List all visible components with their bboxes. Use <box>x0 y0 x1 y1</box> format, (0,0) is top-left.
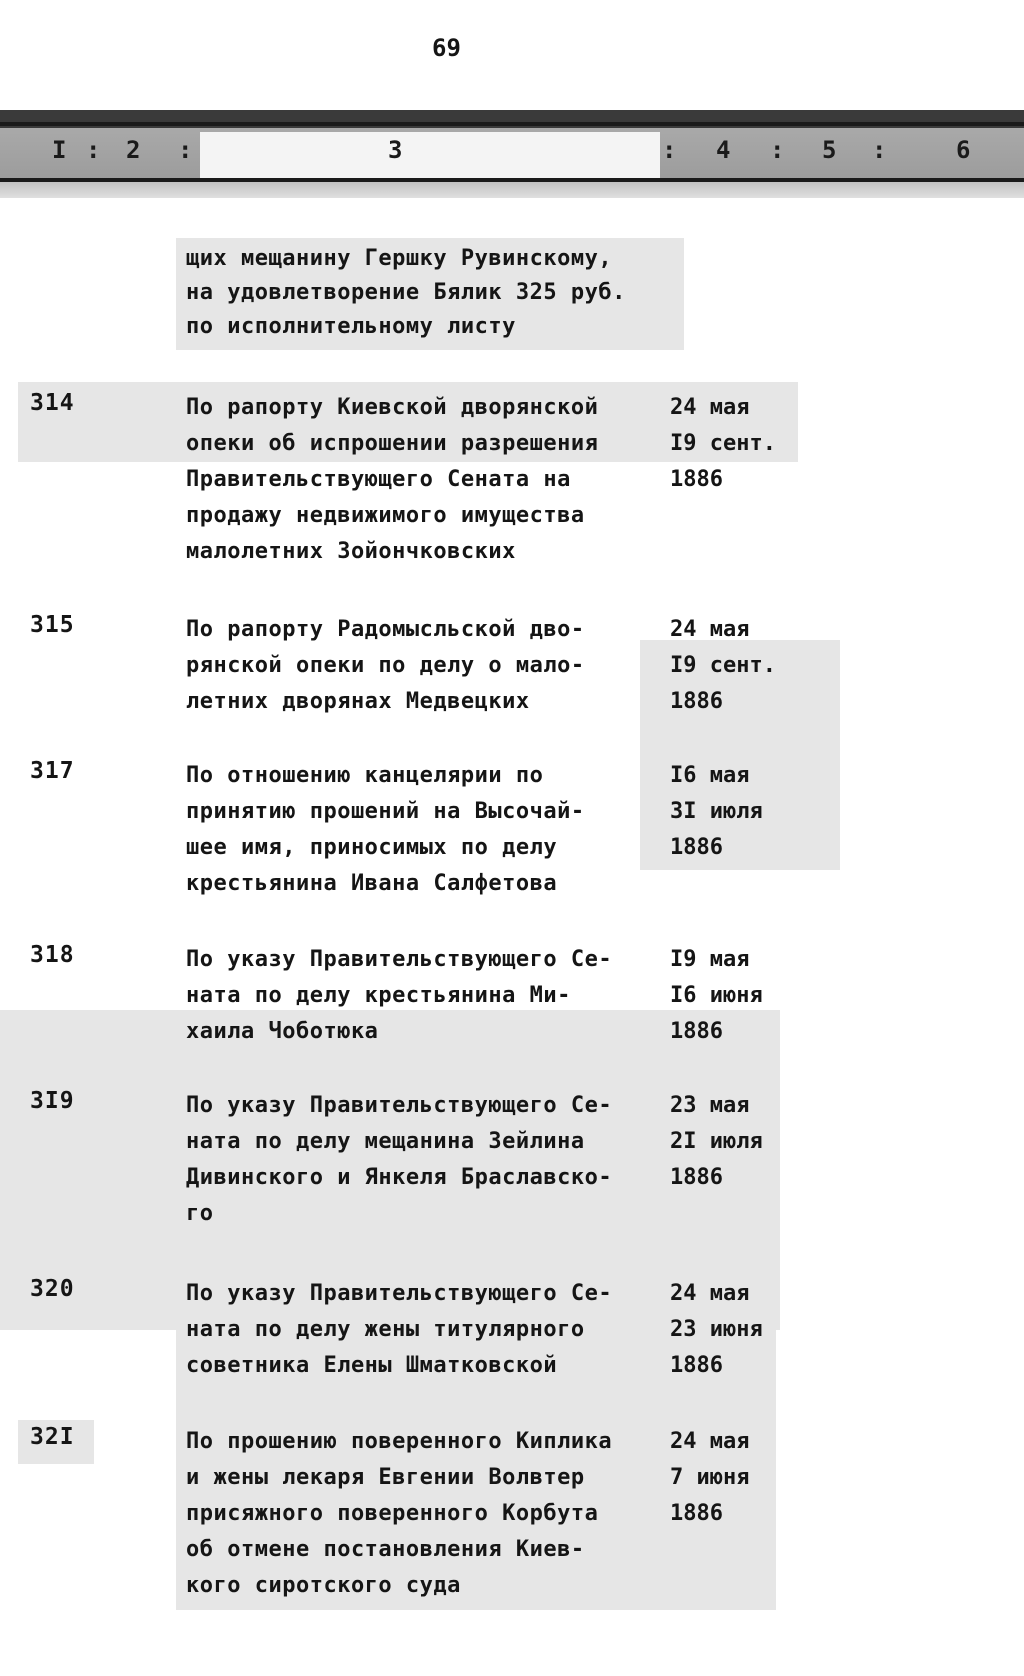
date-start: 24 мая <box>670 395 750 420</box>
date-end: 7 июня <box>670 1465 750 1490</box>
entry-line: и жены лекаря Евгении Волвтер <box>186 1465 585 1490</box>
entry-dates <box>670 1424 810 1532</box>
entry-description <box>186 1088 656 1232</box>
column-separator: : <box>770 136 785 164</box>
entry-description <box>186 1424 656 1604</box>
continuation-line: на удовлетворение Бялик 325 руб. <box>186 280 626 305</box>
entry-line: ната по делу крестьянина Ми- <box>186 983 571 1008</box>
date-year: 1886 <box>670 1501 723 1526</box>
date-start: I9 мая <box>670 947 750 972</box>
column-header-4: 4 <box>716 136 731 164</box>
entry-description <box>186 1276 656 1384</box>
date-end: 3I июля <box>670 799 763 824</box>
date-end: I9 сент. <box>670 431 776 456</box>
entry-description <box>186 612 656 720</box>
column-separator: : <box>662 136 677 164</box>
date-year: 1886 <box>670 1165 723 1190</box>
entry-line: По отношению канцелярии по <box>186 763 544 788</box>
entry-dates <box>670 390 810 498</box>
entry-line: По указу Правительствующего Се- <box>186 947 613 972</box>
date-year: 1886 <box>670 1019 723 1044</box>
entry-line: шее имя, приносимых по делу <box>186 835 558 860</box>
date-end: 2I июля <box>670 1129 763 1154</box>
entry-line: По указу Правительствующего Се- <box>186 1093 613 1118</box>
entry-line: По прошению поверенного Киплика <box>186 1429 613 1454</box>
entry-line: По указу Правительствующего Се- <box>186 1281 613 1306</box>
date-year: 1886 <box>670 835 723 860</box>
entry-line: опеки об испрошении разрешения <box>186 431 599 456</box>
continuation-line: щих мещанину Гершку Рувинскому, <box>186 246 613 271</box>
header-bottom-rule <box>0 178 1024 182</box>
entry-dates <box>670 1088 810 1196</box>
entry-dates <box>670 612 810 720</box>
entry-line: продажу недвижимого имущества <box>186 503 585 528</box>
date-year: 1886 <box>670 689 723 714</box>
header-top-rule <box>0 122 1024 126</box>
column-header-3: 3 <box>388 136 403 164</box>
date-start: 23 мая <box>670 1093 750 1118</box>
entry-number: 317 <box>30 758 75 784</box>
entry-number: 320 <box>30 1276 75 1302</box>
column-header-band <box>0 110 1024 198</box>
continuation-text <box>186 242 666 344</box>
date-start: 24 мая <box>670 1281 750 1306</box>
entry-line: крестьянина Ивана Салфетова <box>186 871 558 896</box>
date-start: 24 мая <box>670 617 750 642</box>
entry-line: присяжного поверенного Корбута <box>186 1501 599 1526</box>
header-light-gap <box>200 132 660 178</box>
entry-line: принятию прошений на Высочай- <box>186 799 585 824</box>
entry-line: го <box>186 1201 214 1226</box>
column-header-1: I <box>52 136 67 164</box>
entry-number: 314 <box>30 390 75 416</box>
entry-number: 315 <box>30 612 75 638</box>
entry-line: летних дворянах Медвецких <box>186 689 530 714</box>
column-separator: : <box>872 136 887 164</box>
continuation-line: по исполнительному листу <box>186 314 516 339</box>
entry-line: малолетних Зойончковских <box>186 539 516 564</box>
date-year: 1886 <box>670 1353 723 1378</box>
entry-line: Дивинского и Янкеля Браславско- <box>186 1165 613 1190</box>
date-start: I6 мая <box>670 763 750 788</box>
column-header-5: 5 <box>822 136 837 164</box>
entry-line: советника Елены Шматковской <box>186 1353 558 1378</box>
column-separator: : <box>178 136 193 164</box>
date-end: I9 сент. <box>670 653 776 678</box>
date-end: 23 июня <box>670 1317 763 1342</box>
entry-line: По рапорту Киевской дворянской <box>186 395 599 420</box>
entry-line: хаила Чоботюка <box>186 1019 379 1044</box>
entry-description <box>186 758 656 902</box>
entry-description <box>186 390 656 570</box>
date-start: 24 мая <box>670 1429 750 1454</box>
date-year: 1886 <box>670 467 723 492</box>
entry-line: кого сиротского суда <box>186 1573 461 1598</box>
entry-line: ната по делу жены титулярного <box>186 1317 585 1342</box>
column-header-6: 6 <box>956 136 971 164</box>
entry-line: ната по делу мещанина Зейлина <box>186 1129 585 1154</box>
column-header-2: 2 <box>126 136 141 164</box>
entry-description <box>186 942 656 1050</box>
entry-line: По рапорту Радомысльской дво- <box>186 617 585 642</box>
entry-line: об отмене постановления Киев- <box>186 1537 585 1562</box>
page-number: 69 <box>432 34 461 62</box>
entry-number: 32I <box>30 1424 75 1450</box>
entry-line: Правительствующего Сената на <box>186 467 571 492</box>
entry-number: 318 <box>30 942 75 968</box>
date-end: I6 июня <box>670 983 763 1008</box>
entry-number: 3I9 <box>30 1088 75 1114</box>
column-separator: : <box>86 136 101 164</box>
entry-dates <box>670 1276 810 1384</box>
entry-line: рянской опеки по делу о мало- <box>186 653 585 678</box>
entry-dates <box>670 758 810 866</box>
entry-dates <box>670 942 810 1050</box>
